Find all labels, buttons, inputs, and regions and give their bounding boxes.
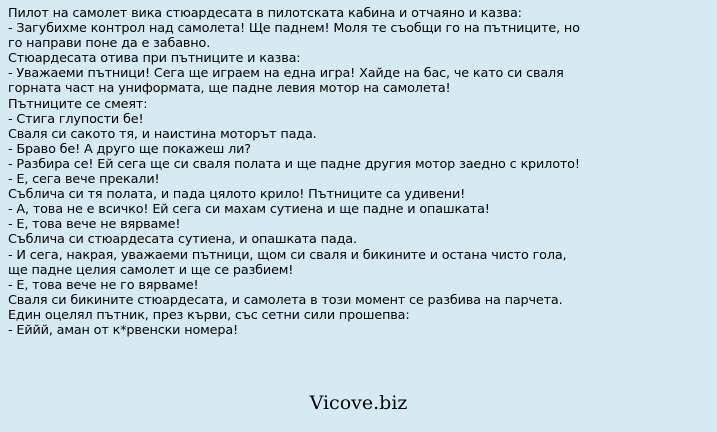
joke-line: Стюардесата отива при пътниците и казва: <box>8 51 301 67</box>
joke-line: Пътниците се смеят: <box>8 96 148 112</box>
joke-line: - Стига глупости бе! <box>8 111 144 127</box>
joke-line: Съблича си стюардесата сутиена, и опашката пада. <box>8 232 357 248</box>
joke-line: - И сега, накрая, уважаеми пътници, щом си сваля и бикините и остана чисто гола, <box>8 247 567 263</box>
joke-text <box>8 6 710 338</box>
joke-line: - Е, сега вече прекали! <box>8 172 160 188</box>
joke-line: - Е, това вече не вярваме! <box>8 217 181 233</box>
joke-line: Сваля си бикините стюардесата, и самолета в този момент се разбива на парчета. <box>8 292 563 308</box>
joke-line: го направи поне да е забавно. <box>8 36 211 52</box>
joke-line: Съблича си тя полата, и пада цялото крило! Пътниците са удивени! <box>8 187 466 203</box>
joke-line: - Уважаеми пътници! Сега ще играем на една игра! Хайде на бас, че като си сваля <box>8 66 564 82</box>
joke-line: Пилот на самолет вика стюардесата в пилотската кабина и отчаяно и казва: <box>8 6 522 21</box>
joke-line: - Загубихме контрол над самолета! Ще паднем! Моля те съобщи го на пътниците, но <box>8 21 580 37</box>
joke-line: - Еййй, аман от к*рвенски номера! <box>8 322 239 338</box>
joke-line: горната част на униформата, ще падне левия мотор на самолета! <box>8 81 451 97</box>
joke-line: Един оцелял пътник, през кърви, със сетни сили прошепва: <box>8 307 410 323</box>
joke-line: - Браво бе! А друго ще покажеш ли? <box>8 141 251 157</box>
site-watermark: Vicove.biz <box>309 392 408 414</box>
joke-line: - Разбира се! Ей сега ще си сваля полата и ще падне другия мотор заедно с крилото! <box>8 156 580 172</box>
joke-line: ще падне целия самолет и ще се разбием! <box>8 262 294 278</box>
joke-line: - Е, това вече не го вярваме! <box>8 277 199 293</box>
joke-line: - А, това не е всичко! Ей сега си махам сутиена и ще падне и опашката! <box>8 202 490 218</box>
joke-line: Сваля си сакото тя, и наистина моторът пада. <box>8 126 317 142</box>
